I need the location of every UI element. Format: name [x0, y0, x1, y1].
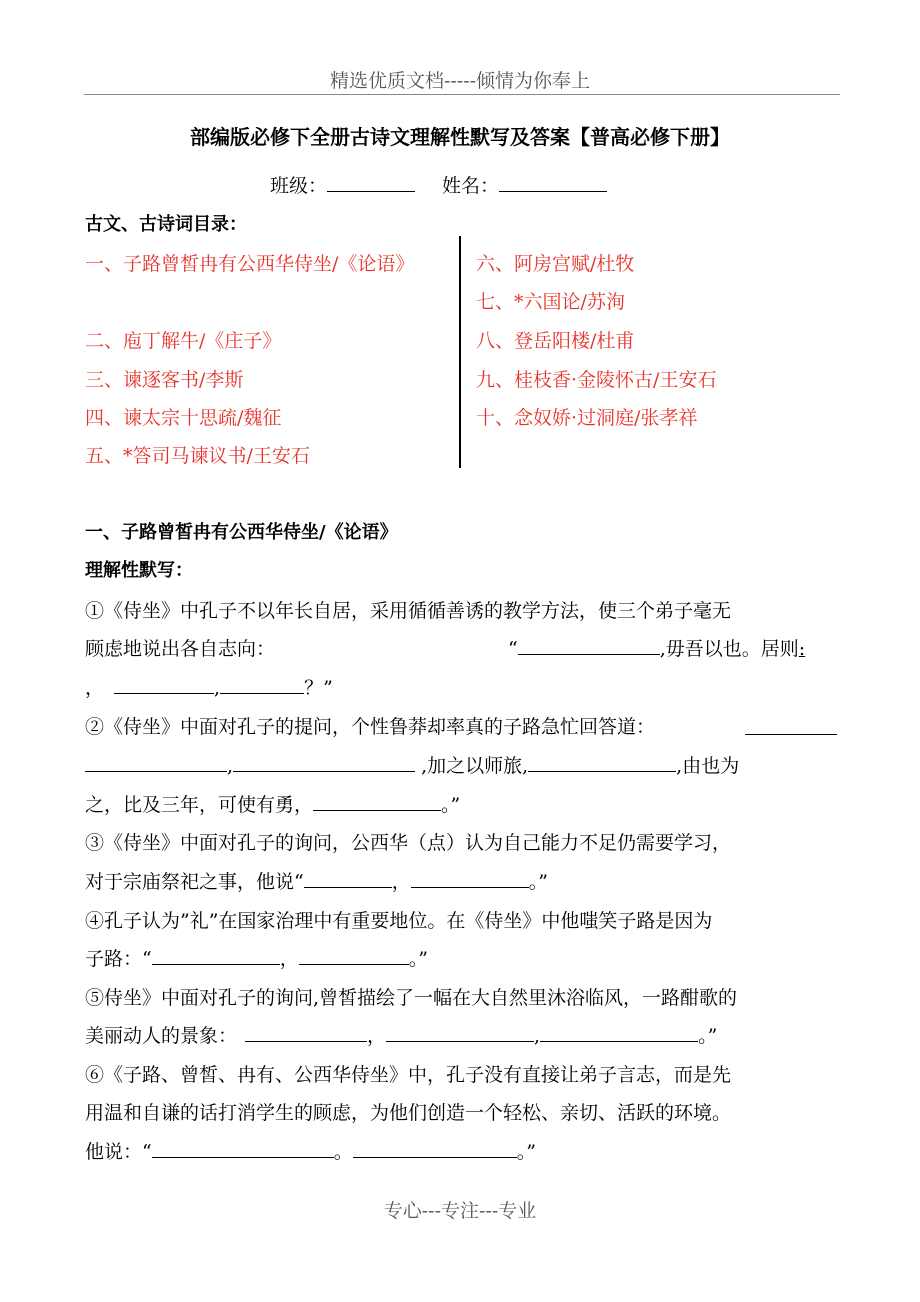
answer-blank[interactable] — [245, 1023, 367, 1042]
question-4-line-1: ④孔子认为”礼”在国家治理中有重要地位。在《侍坐》中他嗤笑子路是因为 — [85, 910, 713, 932]
question-1-line-3 — [85, 673, 333, 700]
answer-blank[interactable] — [152, 1139, 334, 1158]
q4-text: 。” — [408, 948, 428, 970]
question-3-line-1: ③《侍坐》中面对孔子的询问，公西华（点）认为自己能力不足仍需要学习， — [85, 832, 732, 854]
q6-text: 。” — [516, 1141, 536, 1163]
answer-blank[interactable] — [85, 753, 227, 772]
toc-heading: 古文、古诗词目录： — [85, 214, 247, 235]
answer-blank[interactable] — [304, 869, 392, 888]
page-footer: 专心---专注---专业 — [383, 1200, 537, 1222]
toc-item-left[interactable]: 三、谏逐客书/李斯 — [85, 369, 244, 391]
q1-text: ， — [85, 677, 105, 699]
answer-blank[interactable] — [114, 675, 214, 694]
question-2-line-3 — [85, 790, 460, 817]
question-2-line-1 — [85, 712, 655, 739]
q5-text: 美丽动人的景象： — [85, 1025, 238, 1047]
q1-colon: : — [798, 638, 806, 660]
q1-text: 顾虑地说出各自志向： — [85, 638, 276, 660]
q5-text: 。” — [698, 1025, 718, 1047]
q2-text: , — [227, 755, 234, 777]
question-1-line-2 — [85, 634, 275, 661]
toc-item-right[interactable]: 六、阿房宫赋/杜牧 — [476, 253, 635, 275]
q1-text: ？” — [304, 677, 333, 699]
toc-item-right[interactable]: 八、登岳阳楼/杜甫 — [476, 330, 635, 352]
q5-text: , — [534, 1025, 541, 1047]
class-blank[interactable] — [327, 173, 415, 192]
question-1-line-2-tail — [508, 634, 805, 661]
answer-blank[interactable] — [386, 1023, 534, 1042]
class-field — [270, 171, 415, 198]
question-6-line-2: 用温和自谦的话打消学生的顾虑，为他们创造一个轻松、亲切、活跃的环境。 — [85, 1102, 732, 1124]
q2-text: 之，比及三年，可使有勇， — [85, 794, 314, 816]
page-header: 精选优质文档-----倾情为你奉上 — [329, 70, 591, 92]
answer-blank[interactable] — [518, 636, 660, 655]
answer-blank[interactable] — [152, 946, 280, 965]
q4-text: 子路：“ — [85, 948, 152, 970]
name-label: 姓名： — [442, 175, 500, 197]
q4-text: ， — [279, 948, 299, 970]
toc-item-left[interactable]: 二、庖丁解牛/《庄子》 — [85, 330, 282, 352]
toc-item-right[interactable]: 七、*六国论/苏洵 — [476, 291, 625, 313]
toc-item-right[interactable]: 九、桂枝香·金陵怀古/王安石 — [476, 369, 717, 391]
q2-text: ②《侍坐》中面对孔子的提问，个性鲁莽却率真的子路急忙回答道： — [85, 716, 656, 738]
answer-blank[interactable] — [353, 1139, 517, 1158]
q6-text: 。 — [333, 1141, 353, 1163]
toc-item-left[interactable]: 四、谏太宗十思疏/魏征 — [85, 407, 282, 429]
answer-blank[interactable] — [528, 753, 676, 772]
question-2-line-2 — [85, 751, 739, 778]
question-1-line-1: ①《侍坐》中孔子不以年长自居，采用循循善诱的教学方法，使三个弟子毫无 — [85, 600, 732, 622]
q1-open-quote: “ — [508, 638, 518, 660]
answer-blank[interactable] — [299, 946, 409, 965]
question-6-line-3 — [85, 1137, 536, 1164]
section-heading: 一、子路曾皙冉有公西华侍坐/《论语》 — [85, 522, 398, 543]
answer-blank[interactable] — [220, 675, 304, 694]
q2-text: ,加之以师旅, — [415, 755, 529, 777]
q2-text: 。” — [441, 794, 461, 816]
name-field — [442, 171, 607, 198]
q3-text: ， — [391, 871, 411, 893]
q6-text: 他说：“ — [85, 1141, 152, 1163]
answer-blank[interactable] — [233, 753, 415, 772]
toc-item-left[interactable]: 一、子路曾皙冉有公西华侍坐/《论语》 — [85, 253, 415, 275]
q3-text: 对于宗庙祭祀之事，他说“ — [85, 871, 304, 893]
question-6-line-1: ⑥《子路、曾皙、冉有、公西华侍坐》中，孔子没有直接让弟子言志，而是先 — [85, 1064, 732, 1086]
toc-item-left[interactable]: 五、*答司马谏议书/王安石 — [85, 445, 310, 467]
question-4-line-2 — [85, 944, 428, 971]
q1-text: , — [214, 677, 221, 699]
q3-text: 。” — [528, 871, 548, 893]
class-label: 班级： — [270, 175, 328, 197]
q2-text: ,由也为 — [676, 755, 740, 777]
document-title: 部编版必修下全册古诗文理解性默写及答案【普高必修下册】 — [190, 125, 730, 149]
name-blank[interactable] — [499, 173, 607, 192]
section-subheading: 理解性默写： — [85, 560, 193, 581]
answer-blank[interactable] — [313, 792, 441, 811]
answer-blank[interactable] — [540, 1023, 698, 1042]
header-divider — [84, 94, 840, 95]
toc-column-divider — [459, 236, 461, 468]
q5-text: ， — [367, 1025, 387, 1047]
question-5-line-2 — [85, 1021, 717, 1048]
question-5-line-1: ⑤侍坐》中面对孔子的询问,曾皙描绘了一幅在大自然里沐浴临风，一路酣歌的 — [85, 987, 738, 1009]
answer-blank[interactable] — [411, 869, 529, 888]
toc-item-right[interactable]: 十、念奴娇·过洞庭/张孝祥 — [476, 407, 698, 429]
answer-blank[interactable] — [745, 734, 837, 735]
q1-text: ,毋吾以也。居则 — [659, 638, 799, 660]
question-3-line-2 — [85, 867, 548, 894]
